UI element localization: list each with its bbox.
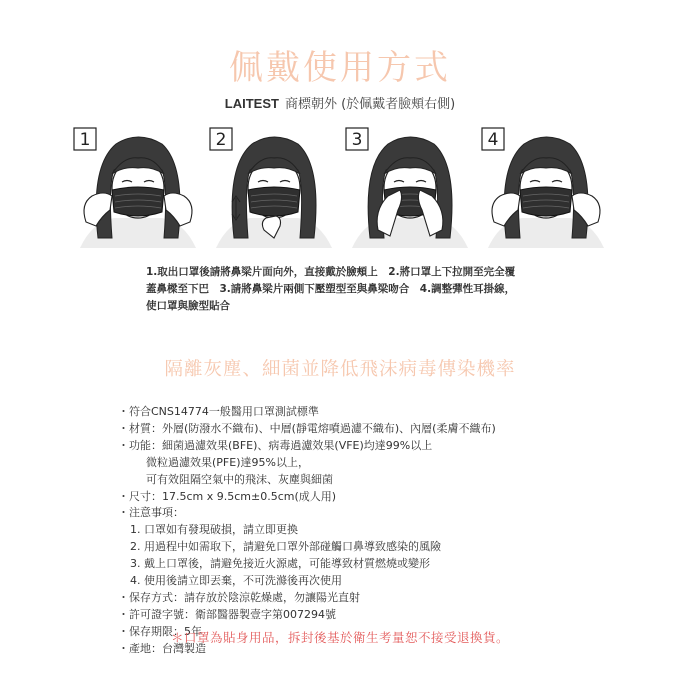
- spec-license: ・許可證字號：衛部醫器製壹字第007294號: [118, 607, 336, 621]
- nose-clip-press-illustration: [344, 126, 476, 248]
- spec-shelf-life: ・保存期限：5年: [118, 624, 202, 638]
- spec-efficacy-pfe: 微粒過濾效果(PFE)達95%以上，: [146, 455, 309, 469]
- mask-hold-illustration: [72, 126, 204, 248]
- step-number: 1: [79, 130, 91, 150]
- step-number: 2: [215, 130, 227, 150]
- subtitle: 隔離灰塵、細菌並降低飛沫病毒傳染機率: [164, 359, 516, 380]
- caution-item: 2. 用過程中如需取下，請避免口罩外部碰觸口鼻導致感染的風險: [130, 540, 441, 554]
- step-1: [72, 126, 204, 248]
- spec-standard: ・符合CNS14774一般醫用口罩測試標準: [118, 405, 319, 418]
- spec-efficacy-barrier: 可有效阻隔空氣中的飛沫、灰塵與細菌: [146, 472, 333, 486]
- instruction-line: 蓋鼻樑至下巴 3.請將鼻梁片兩側下壓塑型至與鼻梁吻合 4.調整彈性耳掛線，: [146, 283, 516, 295]
- instruction-line: 使口罩與臉型貼合: [146, 300, 230, 312]
- mask-stretch-illustration: [208, 126, 340, 248]
- specifications: [118, 404, 588, 658]
- orientation-text: 商標朝外 (於佩戴者臉頰右側): [284, 97, 456, 112]
- spec-material: ・材質：外層(防潑水不織布)、中層(靜電熔噴過濾不織布)、內層(柔膚不織布): [118, 421, 496, 435]
- step-4: [480, 126, 612, 248]
- caution-item: 1. 口罩如有發現破損，請立即更換: [130, 523, 298, 537]
- caution-item: 3. 戴上口罩後，請避免接近火源處，可能導致材質燃燒或變形: [130, 557, 430, 571]
- instructions: [146, 264, 566, 315]
- caution-item: 4. 使用後請立即丟棄，不可洗滌後再次使用: [130, 574, 342, 588]
- steps-illustrations: [72, 126, 612, 248]
- step-2: [208, 126, 340, 248]
- step-number: 4: [487, 130, 499, 150]
- ear-loop-adjust-illustration: [480, 126, 612, 248]
- spec-cautions-title: ・注意事項：: [118, 506, 184, 520]
- brand-orientation-line: [0, 93, 680, 112]
- spec-efficacy: ・功能：細菌過濾效果(BFE)、病毒過濾效果(VFE)均達99%以上: [118, 438, 433, 452]
- page-title: 佩戴使用方式: [229, 48, 451, 88]
- spec-size: ・尺寸：17.5cm x 9.5cm±0.5cm(成人用): [118, 489, 337, 503]
- instruction-line: 1.取出口罩後請將鼻梁片面向外，直接戴於臉頰上 2.將口罩上下拉開至完全覆: [146, 266, 516, 278]
- hygiene-note: ＊口罩為貼身用品，拆封後基於衛生考量恕不接受退換貨。: [170, 630, 509, 645]
- spec-storage: ・保存方式：請存放於陰涼乾燥處，勿讓陽光直射: [118, 590, 360, 604]
- brand-name: LAITEST: [224, 96, 279, 111]
- step-number: 3: [351, 130, 363, 150]
- step-3: [344, 126, 476, 248]
- spec-origin: ・產地：台灣製造: [118, 641, 206, 655]
